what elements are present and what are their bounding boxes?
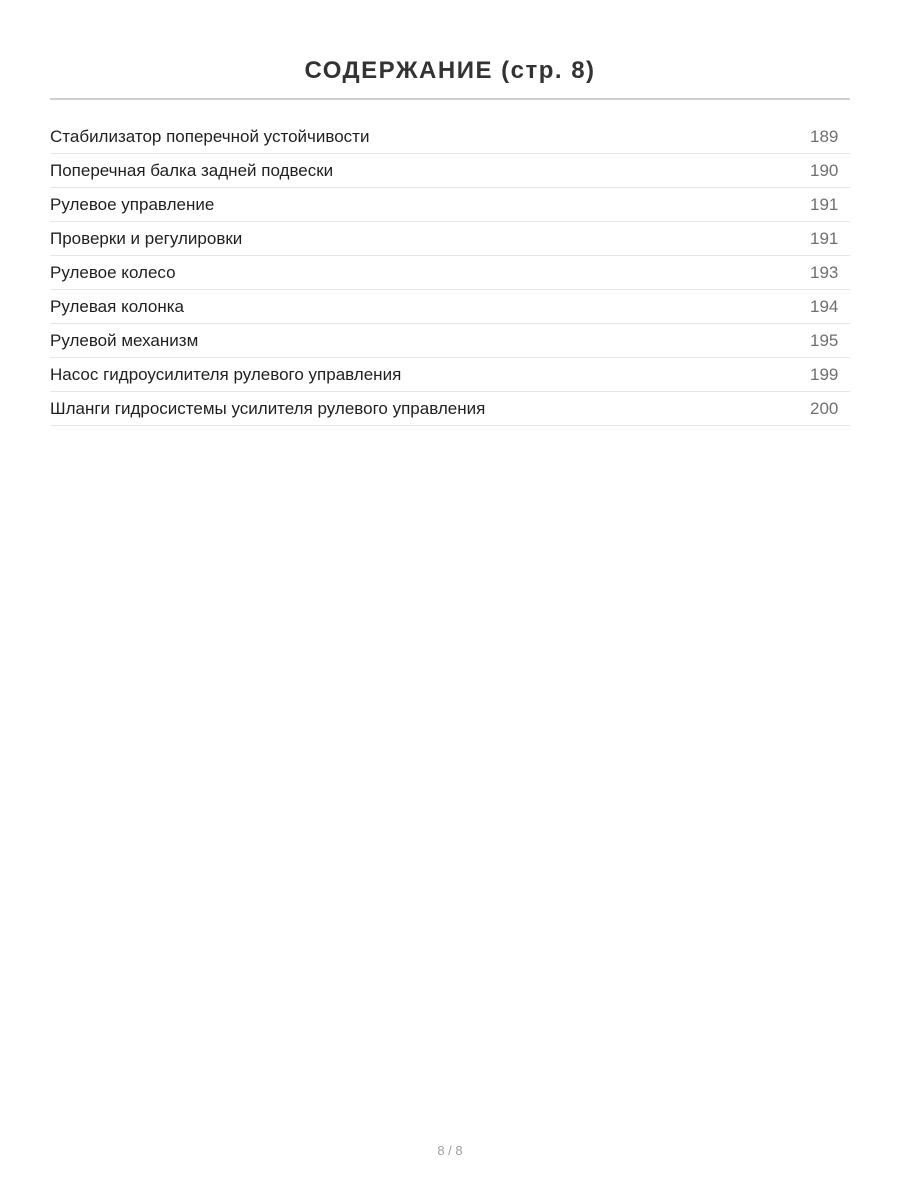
toc-entry-title: Рулевое колесо bbox=[50, 262, 176, 282]
toc-entry-title: Шланги гидросистемы усилителя рулевого управления bbox=[50, 398, 486, 418]
toc-entry-title: Стабилизатор поперечной устойчивости bbox=[50, 126, 370, 146]
page-title: СОДЕРЖАНИЕ (стр. 8) bbox=[304, 57, 596, 85]
toc-entry[interactable] bbox=[50, 120, 850, 154]
toc-entry-title: Рулевая колонка bbox=[50, 296, 184, 316]
toc-entry-page: 191 bbox=[810, 194, 839, 214]
title-divider bbox=[50, 98, 850, 100]
toc-entry-page: 194 bbox=[810, 296, 839, 316]
toc-entry[interactable] bbox=[50, 188, 850, 222]
toc-entry-title: Поперечная балка задней подвески bbox=[50, 160, 334, 180]
toc-entry-page: 193 bbox=[810, 262, 839, 282]
toc-entry[interactable] bbox=[50, 256, 850, 290]
toc-entry-page: 190 bbox=[810, 160, 839, 180]
toc-entry[interactable] bbox=[50, 392, 850, 426]
toc-entry[interactable] bbox=[50, 290, 850, 324]
toc-entry-page: 191 bbox=[810, 228, 839, 248]
toc-entry-title: Проверки и регулировки bbox=[50, 228, 243, 248]
toc-entry-page: 189 bbox=[810, 126, 839, 146]
toc-entry-page: 199 bbox=[810, 364, 839, 384]
toc-entry-title: Рулевое управление bbox=[50, 194, 215, 214]
toc-entry[interactable] bbox=[50, 324, 850, 358]
toc-entry-page: 200 bbox=[810, 398, 839, 418]
toc-entry-page: 195 bbox=[810, 330, 839, 350]
toc-entry-title: Рулевой механизм bbox=[50, 330, 199, 350]
toc-entry[interactable] bbox=[50, 154, 850, 188]
toc-entry[interactable] bbox=[50, 358, 850, 392]
toc-entry-title: Насос гидроусилителя рулевого управления bbox=[50, 364, 402, 384]
page-indicator: 8 / 8 bbox=[437, 1143, 463, 1158]
table-of-contents bbox=[50, 120, 850, 426]
toc-entry[interactable] bbox=[50, 222, 850, 256]
